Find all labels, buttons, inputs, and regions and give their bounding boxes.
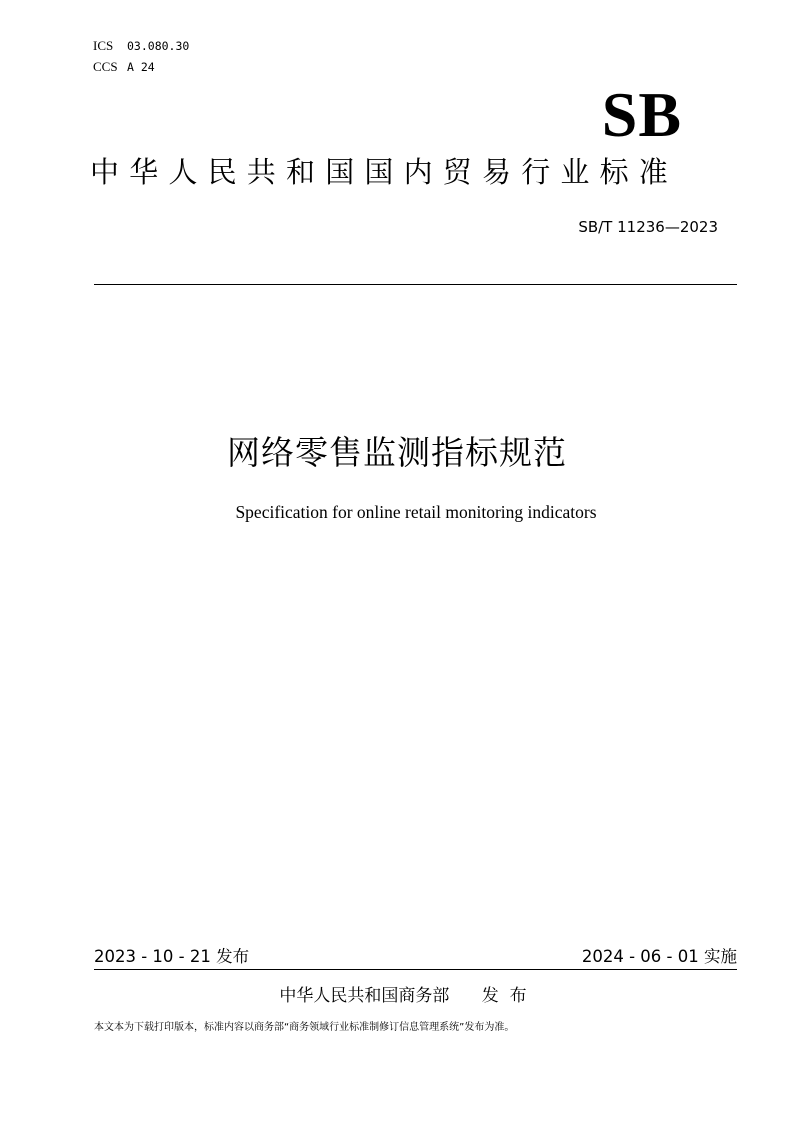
ccs-label: CCS [93,59,118,74]
issuing-authority: 中华人民共和国商务部 发 布 [279,986,527,1006]
ics-code: 03.080.30 [127,39,190,53]
issue-date: 2023 - 10 - 21 发布 [94,947,250,966]
standard-category-title: 中华人民共和国国内贸易行业标准 [90,155,679,189]
download-notice: 本文本为下载打印版本，标准内容以商务部“商务领域行业标准制修订信息管理系统”发布为准。 [94,1022,515,1033]
standard-number: SB/T 11236—2023 [578,218,718,236]
ccs-classification [93,60,155,74]
ccs-code: A 24 [127,60,155,74]
ics-classification [93,39,189,53]
implementation-date: 2024 - 06 - 01 实施 [581,947,737,966]
ics-label: ICS [93,38,114,53]
header-divider [94,284,737,285]
document-title-chinese: 网络零售监测指标规范 [227,433,567,472]
footer-divider [94,969,737,970]
sb-logo: SB [601,79,682,150]
document-title-english: Specification for online retail monitoring indicators [235,502,597,522]
